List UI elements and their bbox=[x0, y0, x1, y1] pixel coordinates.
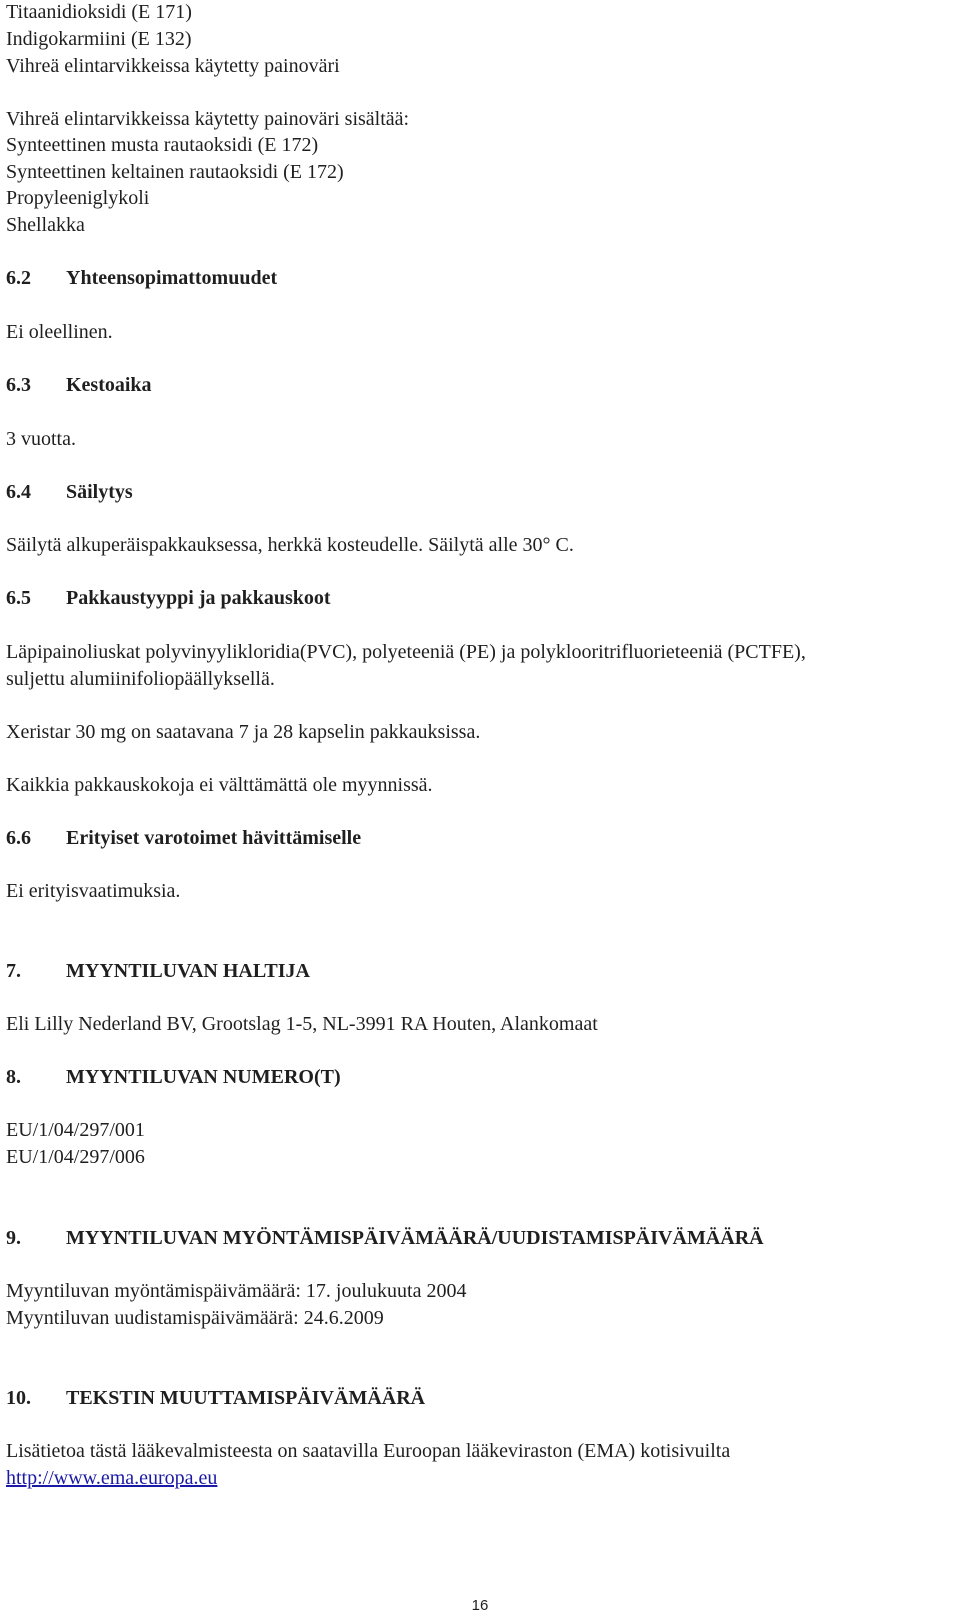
ema-website-link[interactable]: http://www.ema.europa.eu bbox=[6, 1467, 218, 1489]
section-number: 9. bbox=[6, 1227, 21, 1249]
section-heading-6-2 bbox=[6, 266, 277, 290]
section-heading-7 bbox=[6, 959, 310, 983]
ema-link-line bbox=[6, 1466, 217, 1490]
section-heading-6-4 bbox=[6, 480, 133, 504]
ink-ingredient-line: Propyleeniglykoli bbox=[6, 187, 150, 209]
section-body-6-2: Ei oleellinen. bbox=[6, 321, 113, 343]
authorisation-number: EU/1/04/297/006 bbox=[6, 1146, 145, 1168]
section-title: Säilytys bbox=[66, 481, 133, 503]
section-body-6-4: Säilytä alkuperäispakkauksessa, herkkä kosteudelle. Säilytä alle 30° C. bbox=[6, 534, 574, 556]
section-heading-9 bbox=[6, 1226, 764, 1250]
section-heading-8 bbox=[6, 1065, 341, 1089]
section-body-10: Lisätietoa tästä lääkevalmisteesta on saatavilla Euroopan lääkeviraston (EMA) kotisivuilta bbox=[6, 1440, 731, 1462]
section-number: 6.4 bbox=[6, 481, 31, 503]
section-number: 7. bbox=[6, 960, 21, 982]
ink-ingredient-line: Synteettinen musta rautaoksidi (E 172) bbox=[6, 134, 319, 156]
section-body-6-5-line2: suljettu alumiinifoliopäällyksellä. bbox=[6, 668, 275, 690]
section-body-6-3: 3 vuotta. bbox=[6, 428, 76, 450]
section-body-6-6: Ei erityisvaatimuksia. bbox=[6, 880, 181, 902]
section-body-6-5-line1: Läpipainoliuskat polyvinyylikloridia(PVC), polyeteeniä (PE) ja polyklooritrifluorieteeniä (PCTFE), bbox=[6, 641, 806, 663]
section-title: MYYNTILUVAN NUMERO(T) bbox=[66, 1066, 341, 1088]
section-heading-6-5 bbox=[6, 586, 331, 610]
section-heading-6-6 bbox=[6, 826, 361, 850]
section-heading-6-3 bbox=[6, 373, 152, 397]
authorisation-number: EU/1/04/297/001 bbox=[6, 1119, 145, 1141]
section-title: Yhteensopimattomuudet bbox=[66, 267, 278, 289]
section-title: Erityiset varotoimet hävittämiselle bbox=[66, 827, 362, 849]
section-body-9-line2: Myyntiluvan uudistamispäivämäärä: 24.6.2009 bbox=[6, 1307, 384, 1329]
ingredient-line: Titaanidioksidi (E 171) bbox=[6, 1, 192, 23]
ingredient-line: Vihreä elintarvikkeissa käytetty painoväri bbox=[6, 55, 340, 77]
page-number: 16 bbox=[471, 1597, 489, 1614]
section-title: MYYNTILUVAN MYÖNTÄMISPÄIVÄMÄÄRÄ/UUDISTAMISPÄIVÄMÄÄRÄ bbox=[66, 1227, 764, 1249]
ink-heading: Vihreä elintarvikkeissa käytetty painoväri sisältää: bbox=[6, 108, 410, 130]
section-number: 6.5 bbox=[6, 587, 31, 609]
section-body-6-5-availability: Kaikkia pakkauskokoja ei välttämättä ole myynnissä. bbox=[6, 774, 433, 796]
section-heading-10 bbox=[6, 1386, 425, 1410]
section-number: 10. bbox=[6, 1387, 31, 1409]
section-title: Pakkaustyyppi ja pakkauskoot bbox=[66, 587, 331, 609]
section-title: Kestoaika bbox=[66, 374, 152, 396]
section-body-9-line1: Myyntiluvan myöntämispäivämäärä: 17. joulukuuta 2004 bbox=[6, 1280, 467, 1302]
section-title: MYYNTILUVAN HALTIJA bbox=[66, 960, 310, 982]
ink-ingredient-line: Synteettinen keltainen rautaoksidi (E 172) bbox=[6, 161, 344, 183]
section-number: 6.3 bbox=[6, 374, 31, 396]
section-title: TEKSTIN MUUTTAMISPÄIVÄMÄÄRÄ bbox=[66, 1387, 426, 1409]
section-body-7: Eli Lilly Nederland BV, Grootslag 1-5, NL-3991 RA Houten, Alankomaat bbox=[6, 1013, 598, 1035]
ingredient-line: Indigokarmiini (E 132) bbox=[6, 28, 192, 50]
section-number: 8. bbox=[6, 1066, 21, 1088]
section-number: 6.6 bbox=[6, 827, 31, 849]
ink-ingredient-line: Shellakka bbox=[6, 214, 85, 236]
section-body-6-5-pack-sizes: Xeristar 30 mg on saatavana 7 ja 28 kapselin pakkauksissa. bbox=[6, 721, 481, 743]
section-number: 6.2 bbox=[6, 267, 31, 289]
